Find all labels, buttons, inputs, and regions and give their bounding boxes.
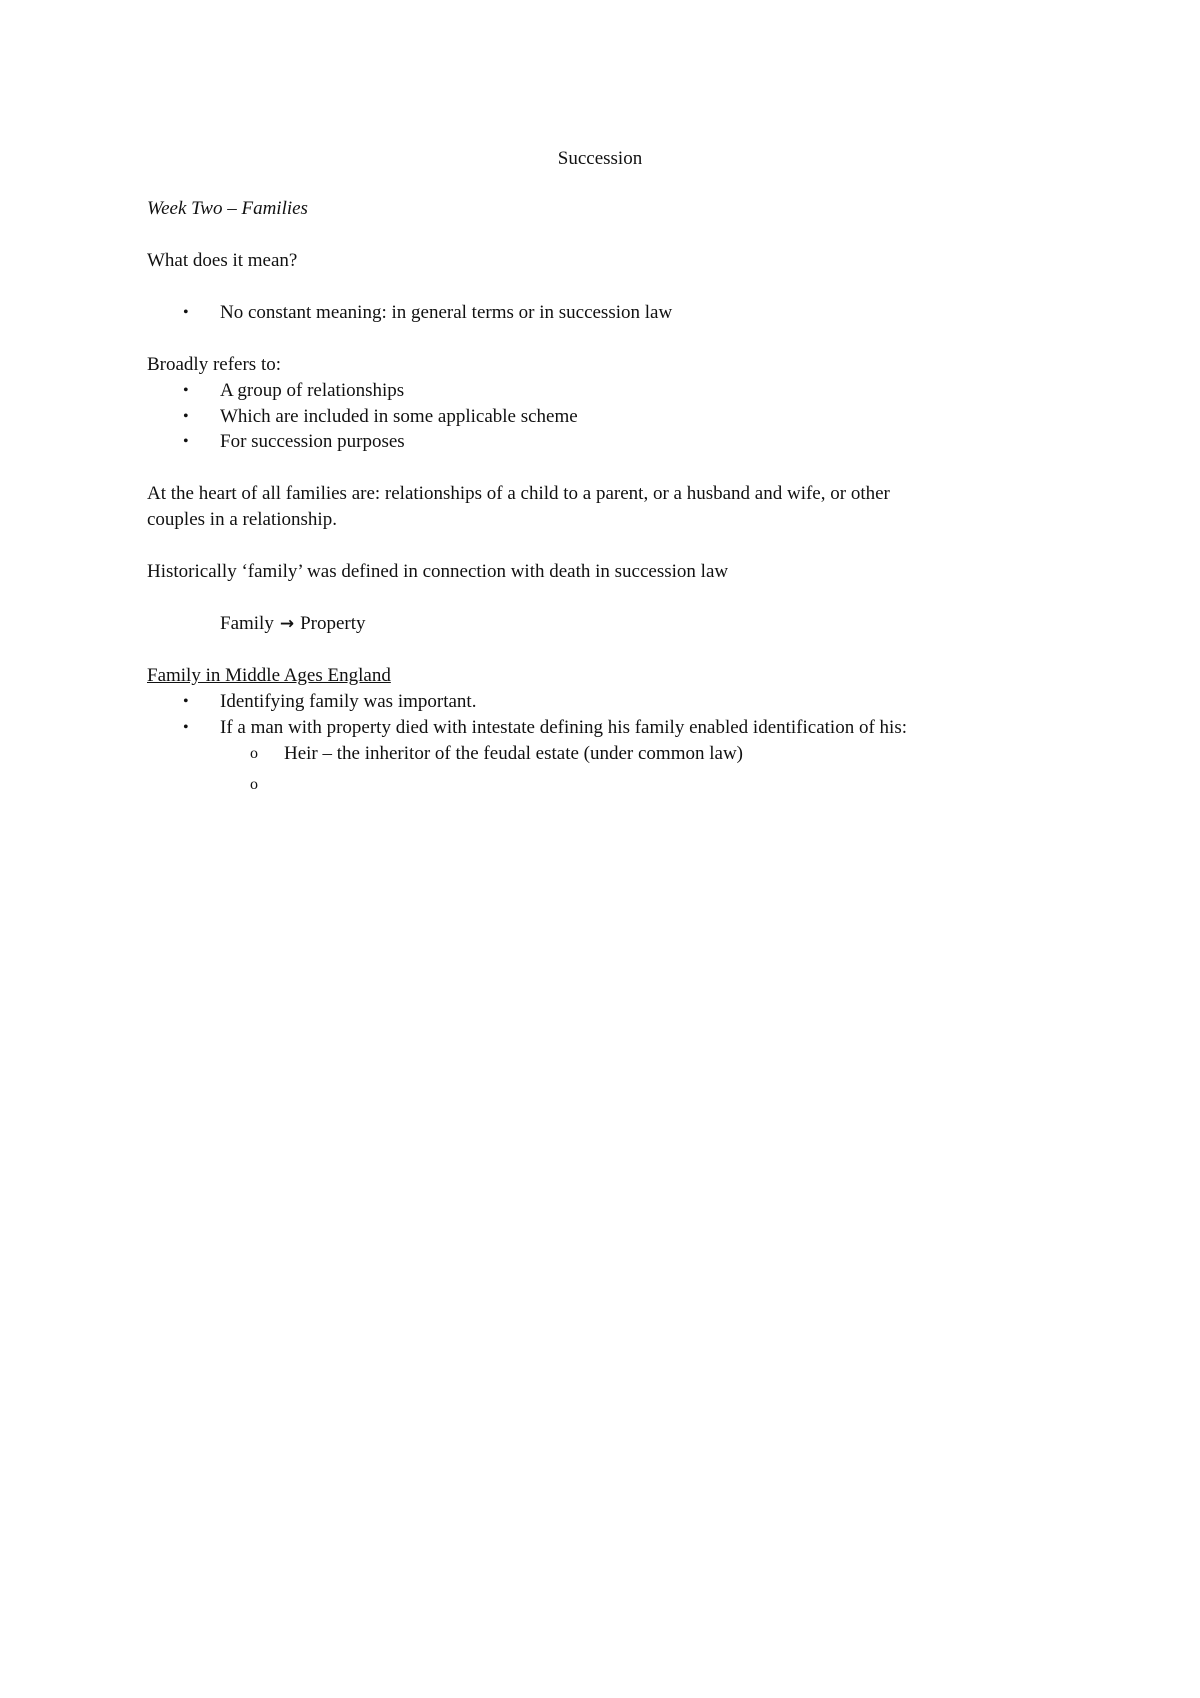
flow-to: Property: [300, 613, 366, 634]
sub-bullet-glyph: o: [250, 776, 258, 793]
middle-ages-bullet-item: If a man with property died with intestate defining his family enabled identification of his:: [220, 717, 907, 738]
bullet-glyph: •: [183, 304, 189, 321]
flow-from: Family: [220, 613, 274, 634]
broadly-bullet-item: A group of relationships: [220, 380, 405, 401]
family-property-flow: [220, 612, 366, 636]
historically-paragraph: Historically ‘family’ was defined in connection with death in succession law: [147, 561, 729, 582]
question-text: What does it mean?: [147, 250, 298, 271]
week-heading: Week Two – Families: [147, 198, 308, 219]
broadly-bullet-item: For succession purposes: [220, 431, 405, 452]
bullet-glyph: •: [183, 382, 189, 399]
document-title: Succession: [557, 148, 643, 169]
middle-ages-heading: Family in Middle Ages England: [147, 665, 391, 686]
heart-paragraph-line-1: At the heart of all families are: relationships of a child to a parent, or a husband and wife, or other: [147, 483, 890, 504]
bullet-glyph: •: [183, 719, 189, 736]
broadly-bullet-item: Which are included in some applicable scheme: [220, 406, 578, 427]
bullet-glyph: •: [183, 433, 189, 450]
sub-bullet-glyph: o: [250, 745, 258, 762]
meaning-bullet-item: No constant meaning: in general terms or in succession law: [220, 302, 673, 323]
arrow-right-icon: →: [279, 614, 295, 634]
bullet-glyph: •: [183, 693, 189, 710]
sub-bullet-item: Heir – the inheritor of the feudal estate (under common law): [284, 743, 743, 764]
broadly-heading: Broadly refers to:: [147, 354, 282, 375]
heart-paragraph-line-2: couples in a relationship.: [147, 509, 337, 530]
bullet-glyph: •: [183, 408, 189, 425]
middle-ages-bullet-item: Identifying family was important.: [220, 691, 477, 712]
